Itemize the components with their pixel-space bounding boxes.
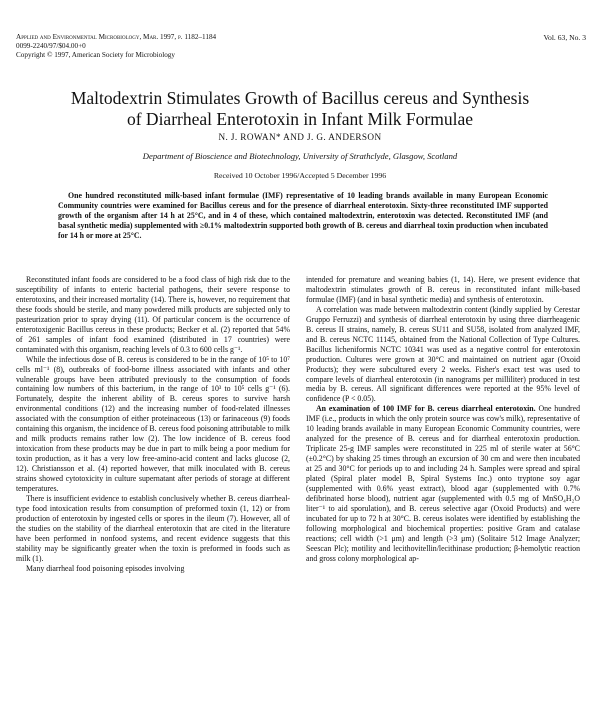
section-heading: An examination of 100 IMF for B. cereus diarrheal enterotoxin. bbox=[316, 404, 536, 414]
issn-line: 0099-2240/97/$04.00+0 bbox=[16, 42, 86, 50]
right-paragraph-3 bbox=[306, 404, 580, 563]
authors: N. J. ROWAN* AND J. G. ANDERSON bbox=[218, 132, 382, 142]
abstract bbox=[58, 191, 548, 241]
right-paragraph-1: intended for premature and weaning babies (1, 14). Here, we present evidence that maltodextrin stimulates growth of B. cereus in reconstituted infant milk-based formulae (IMF) (and in basal synthetic media) and synthesis of enterotoxin. bbox=[306, 275, 580, 304]
section-body: One hundred IMF (i.e., products in which the only protein source was cow's milk), representative of 10 leading brands available in many European Economic Community countries, were analyzed for the presence of B. cereus and for diarrheal enterotoxin production. Triplicate 25-g IMF samples were reconstituted in 225 ml of sterile water at 56°C (±0.2°C) by shaking 25 times through an excursion of 30 cm and were then incubated at 25 and 30°C for periods up to and including 24 h. Samples were spread and spiral plated (Spiral plater model B, Spiral Systems Inc.) onto tryptone soy agar (supplemented with 0.6% yeast extract), blood agar (supplemented with 0.7% defibrinated horse blood), nutrient agar (supplemented with 0.5 mg of MnSO₄H₂O liter⁻¹ to aid sporulation), and B. cereus selective agar (Oxoid Products) and were incubated for up to 72 h at 30°C. B. cereus isolates were identified by establishing the following morphological and biochemical properties: positive Gram and catalase reactions; cell width (>1 μm) and length (>3 μm) (Solitaire 512 Image Analyzer; Seescan Plc); motility and lecithovitellin/lecithinase production; β-hemolytic reaction and gross colony morphological ap- bbox=[306, 404, 581, 563]
left-column bbox=[16, 275, 290, 574]
abstract-text: One hundred reconstituted milk-based infant formulae (IMF) representative of 10 leading brands available in many European Economic Community countries were examined for Bacillus cereus and for the presence of diarrheal enterotoxin. Sixty-three reconstituted IMF supported growth of the organism after 14 h at 25°C, and in 4 of these, which contained maltodextrin, enterotoxin was detected. Reconstituted IMF (and basal synthetic media) supplemented with ≥0.1% maltodextrin supported both growth of B. cereus and diarrheal toxin production when incubated for 14 h or more at 25°C. bbox=[58, 191, 548, 240]
article-title bbox=[20, 88, 580, 130]
left-paragraph-4: Many diarrheal food poisoning episodes involving bbox=[26, 563, 185, 573]
affiliation: Department of Bioscience and Biotechnology, University of Strathclyde, Glasgow, Scotland bbox=[142, 151, 458, 161]
received-dates: Received 10 October 1996/Accepted 5 December 1996 bbox=[213, 171, 387, 180]
left-paragraph-1: Reconstituted infant foods are considered to be a food class of high risk due to the susceptibility of infants to enteric bacterial pathogens, their severe response to enterotoxins, and their increased mortality (14). There is, however, no requirement that these foods should be sterile, and many powdered milk products are subjected only to pasteurization prior to spray drying (11). Of particular concern is the occurrence of enterotoxigenic Bacillus cereus in these products; Becker et al. (2) reported that 54% of 261 samples of infant food examined (distributed in 17 countries) were contaminated with this organism, reaching levels of 0.3 to 600 cells g⁻¹. bbox=[16, 275, 290, 354]
journal-header bbox=[16, 33, 586, 60]
copyright-line: Copyright © 1997, American Society for Microbiology bbox=[16, 51, 175, 59]
right-column bbox=[306, 275, 580, 564]
volume-issue: Vol. 63, No. 3 bbox=[543, 33, 586, 42]
right-paragraph-2: A correlation was made between maltodextrin content (kindly supplied by Cerestar Gruppo Ferruzzi) and synthesis of diarrheal enterotoxin by using three diarrheagenic B. cereus II strains, namely, B. cereus SU11 and SU58, isolated from analyzed IMF, and B. cereus NCTC 11145, obtained from the National Collection of Type Cultures. Bacillus licheniformis NCTC 10341 was used as a negative control for enterotoxin production. Cultures were grown at 30°C and maintained on nutrient agar (Oxoid Products); they were subcultured every 2 weeks. Fisher's exact test was used to compare levels of diarrheal enterotoxin (in nanograms per milliliter) produced in test media by B. cereus. All significant differences were reported at the 95% level of confidence (P < 0.05). bbox=[306, 304, 580, 404]
title-line-2: of Diarrheal Enterotoxin in Infant Milk Formulae bbox=[126, 109, 474, 129]
journal-citation: Applied and Environmental Microbiology, Mar. 1997, p. 1182–1184 bbox=[16, 33, 217, 41]
left-paragraph-2: While the infectious dose of B. cereus is considered to be in the range of 10⁵ to 10⁷ cells ml⁻¹ (8), outbreaks of food-borne illness associated with infants and other vulnerable groups have been attributed previously to the consumption of foods containing low numbers of this bacterium, in the range of 10³ to 10⁵ cells g⁻¹ (6). Fortunately, despite the inherent ability of B. cereus spores to survive harsh environmental conditions (12) and the increasing number of food-related illnesses associated with the consumption of either proteinaceous (13) or farinaceous (9) foods containing this organism, the incidence of B. cereus food poisoning attributable to milk and milk products remains rather low (2). The low incidence of B. cereus food intoxication from these products may be due in part to milk being a poor medium for toxin production, as it has a very low free-amino-acid content and lacks glucose (2, 12). Christiansson et al. (4) reported however, that milk inoculated with B. cereus strains showed cytotoxicity in culture supernatant after periods of storage at different temperatures. bbox=[16, 354, 290, 494]
title-line-1: Maltodextrin Stimulates Growth of Bacillus cereus and Synthesis bbox=[70, 88, 530, 108]
left-paragraph-3: There is insufficient evidence to establish conclusively whether B. cereus diarrheal-type food intoxication results from consumption of preformed toxin (1, 12) or from production of enterotoxin by ingested cells or spores in the ileum (7). However, all of the studies on the stability of the diarrheal enterotoxin that are cited in the literature have been performed in nonfood systems, and recent evidence suggests that this stability may be significantly greater when the toxin is preformed in foods such as milk (1). bbox=[16, 493, 290, 563]
